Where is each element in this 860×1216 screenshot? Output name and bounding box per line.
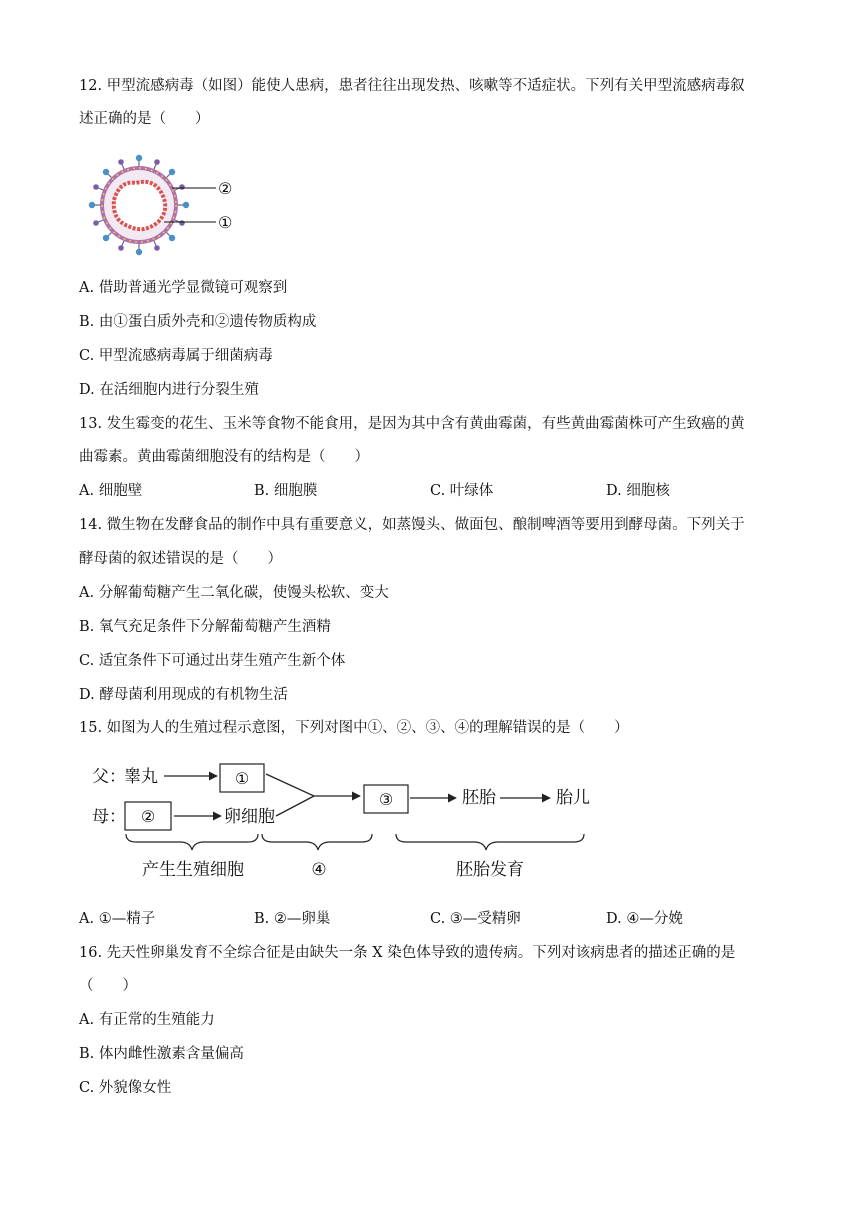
q16-option-a: A. 有正常的生殖能力 bbox=[79, 1012, 215, 1028]
reproduction-process-diagram bbox=[80, 752, 620, 884]
q15-option-b: B. ②—卵巢 bbox=[254, 911, 331, 927]
q14-stem-line1: 14. 微生物在发酵食品的制作中具有重要意义，如蒸馒头、做面包、酿制啤酒等要用到酵母菌。下列关于 bbox=[79, 517, 745, 533]
q15-stem: 15. 如图为人的生殖过程示意图，下列对图中①、②、③、④的理解错误的是（ ） bbox=[79, 720, 629, 736]
testis-label: 睾丸 bbox=[124, 767, 158, 787]
brace-2 bbox=[262, 834, 372, 850]
q16-option-b: B. 体内雌性激素含量偏高 bbox=[79, 1046, 244, 1062]
box-2-label: ② bbox=[140, 807, 156, 826]
egg-cell-label: 卵细胞 bbox=[224, 807, 275, 827]
brace-3-label: 胚胎发育 bbox=[456, 860, 524, 880]
figure-label-1: ① bbox=[218, 213, 233, 232]
q13-option-a: A. 细胞壁 bbox=[79, 483, 143, 499]
fetus-label: 胎儿 bbox=[556, 788, 590, 808]
q12-option-d: D. 在活细胞内进行分裂生殖 bbox=[79, 382, 259, 398]
q13-options-row bbox=[0, 479, 860, 501]
box-3-label: ③ bbox=[378, 790, 394, 809]
q13-stem-line2: 曲霉素。黄曲霉菌细胞没有的结构是（ ） bbox=[79, 449, 369, 465]
box-1-label: ① bbox=[234, 769, 250, 788]
q15-option-c: C. ③—受精卵 bbox=[430, 911, 521, 927]
q14-option-c: C. 适宜条件下可通过出芽生殖产生新个体 bbox=[79, 653, 346, 669]
q16-option-c: C. 外貌像女性 bbox=[79, 1080, 172, 1096]
q13-stem-line1: 13. 发生霉变的花生、玉米等食物不能食用，是因为其中含有黄曲霉菌，有些黄曲霉菌株可产生致癌的黄 bbox=[79, 416, 745, 432]
q14-option-a: A. 分解葡萄糖产生二氧化碳，使馒头松软、变大 bbox=[79, 585, 389, 601]
q15-option-d: D. ④—分娩 bbox=[606, 911, 683, 927]
mother-label: 母： bbox=[92, 807, 126, 827]
virus-rna bbox=[114, 182, 165, 229]
q13-option-d: D. 细胞核 bbox=[606, 483, 670, 499]
q12-stem-line1: 12. 甲型流感病毒（如图）能使人患病，患者往往出现发热、咳嗽等不适症状。下列有关甲型流感病毒叙 bbox=[79, 78, 745, 94]
figure-label-2: ② bbox=[218, 179, 233, 198]
q16-stem-line2: （ ） bbox=[79, 978, 137, 994]
q14-option-b: B. 氧气充足条件下分解葡萄糖产生酒精 bbox=[79, 619, 331, 635]
q14-option-d: D. 酵母菌利用现成的有机物生活 bbox=[79, 687, 288, 703]
brace-2-label: ④ bbox=[311, 860, 327, 880]
q12-option-a: A. 借助普通光学显微镜可观察到 bbox=[79, 280, 288, 296]
brace-1 bbox=[126, 834, 258, 850]
brace-1-label: 产生生殖细胞 bbox=[142, 860, 244, 880]
q14-stem-line2: 酵母菌的叙述错误的是（ ） bbox=[79, 551, 282, 567]
q12-option-c: C. 甲型流感病毒属于细菌病毒 bbox=[79, 348, 273, 364]
q16-stem-line1: 16. 先天性卵巢发育不全综合征是由缺失一条 X 染色体导致的遗传病。下列对该病患者的描述正确的是 bbox=[79, 945, 736, 961]
embryo-label: 胚胎 bbox=[462, 788, 496, 808]
q12-stem-line2: 述正确的是（ ） bbox=[79, 111, 210, 127]
q13-option-c: C. 叶绿体 bbox=[430, 483, 494, 499]
brace-3 bbox=[396, 834, 584, 850]
q13-option-b: B. 细胞膜 bbox=[254, 483, 318, 499]
q15-option-a: A. ①—精子 bbox=[79, 911, 156, 927]
q12-option-b: B. 由①蛋白质外壳和②遗传物质构成 bbox=[79, 314, 317, 330]
influenza-virus-figure bbox=[84, 150, 244, 258]
father-label: 父： bbox=[92, 767, 126, 787]
q15-options-row bbox=[0, 907, 860, 929]
